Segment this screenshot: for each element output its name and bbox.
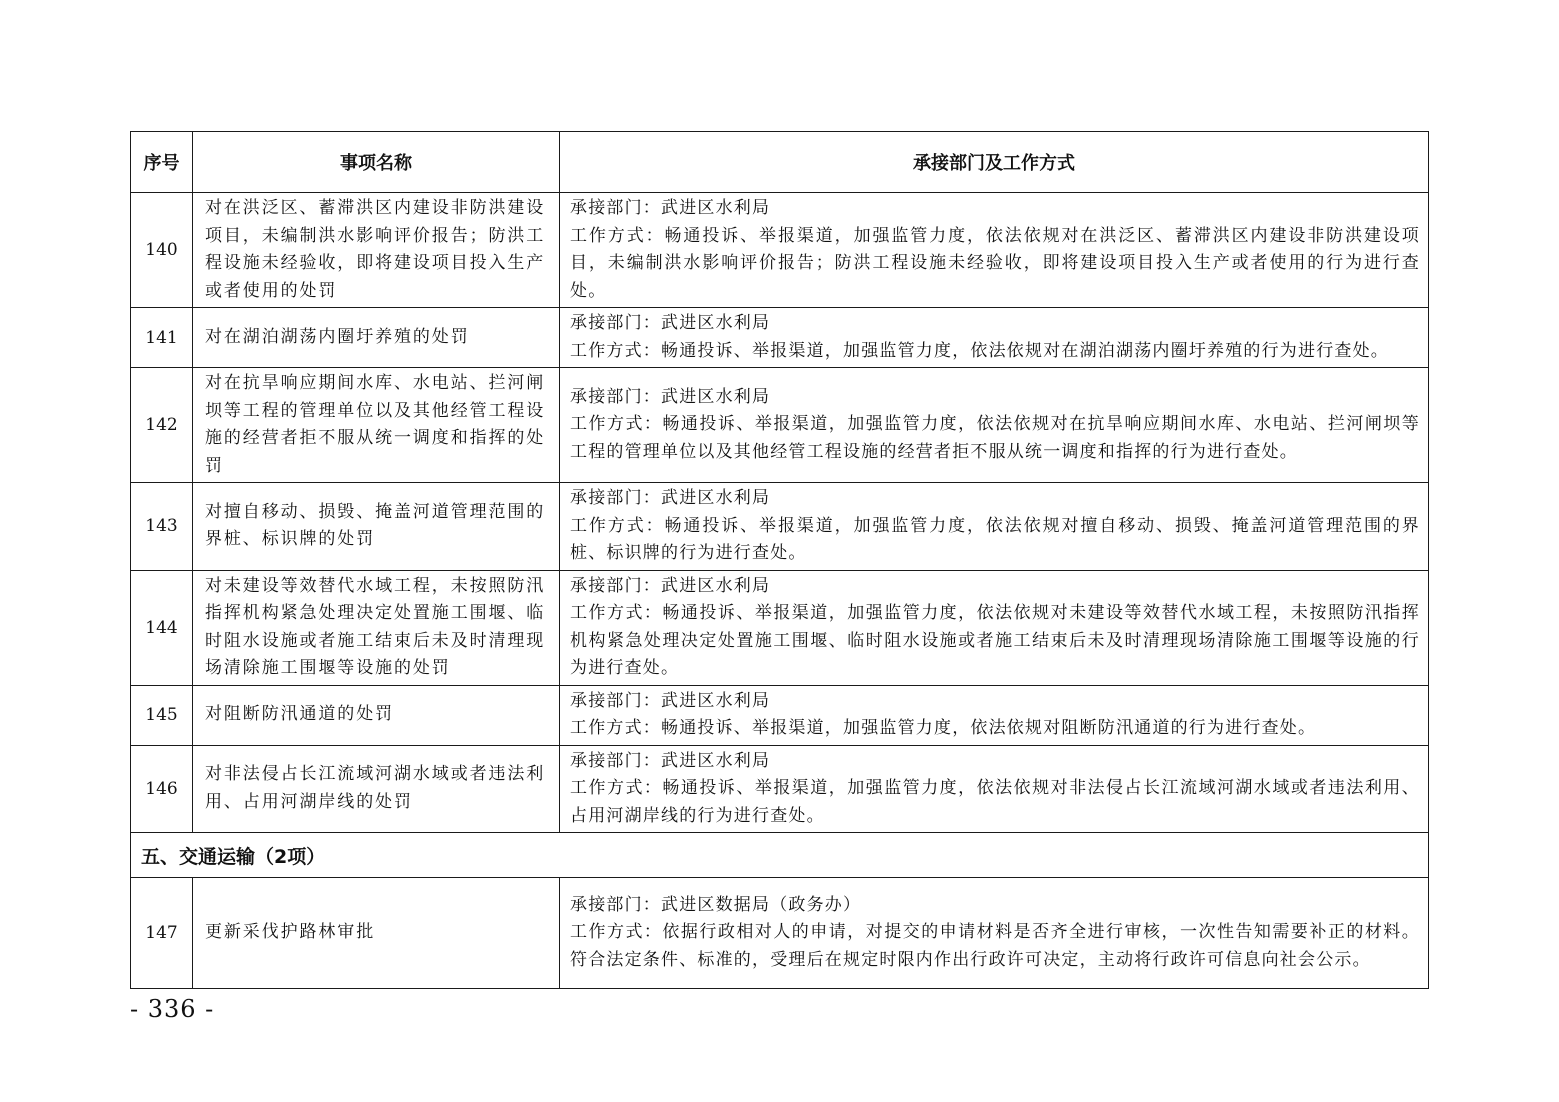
- header-item-name: 事项名称: [193, 132, 560, 193]
- row-number: 140: [131, 193, 193, 308]
- row-department-method: [560, 685, 1429, 745]
- table-row: [131, 685, 1429, 745]
- row-number: 147: [131, 878, 193, 989]
- row-number: 141: [131, 308, 193, 368]
- row-item-name: 对未建设等效替代水域工程，未按照防汛指挥机构紧急处理决定处置施工围堰、临时阻水设施或者施工结束后未及时清理现场清除施工围堰等设施的处罚: [193, 570, 560, 685]
- page-number: - 336 -: [130, 995, 215, 1023]
- table-row: [131, 878, 1429, 989]
- section-heading: 五、交通运输（2项）: [131, 833, 1429, 878]
- header-serial-number: 序号: [131, 132, 193, 193]
- row-number: 146: [131, 745, 193, 833]
- row-item-name: 对在洪泛区、蓄滞洪区内建设非防洪建设项目，未编制洪水影响评价报告；防洪工程设施未经验收，即将建设项目投入生产或者使用的处罚: [193, 193, 560, 308]
- row-work-method: 工作方式：依据行政相对人的申请，对提交的申请材料是否齐全进行审核，一次性告知需要补正的材料。符合法定条件、标准的，受理后在规定时限内作出行政许可决定，主动将行政许可信息向社会公示。: [570, 922, 1420, 970]
- table-row: [131, 745, 1429, 833]
- row-department-method: [560, 368, 1429, 483]
- row-item-name: 更新采伐护路林审批: [193, 878, 560, 989]
- row-department-method: [560, 193, 1429, 308]
- row-number: 142: [131, 368, 193, 483]
- row-department-method: [560, 878, 1429, 989]
- row-item-name: 对在抗旱响应期间水库、水电站、拦河闸坝等工程的管理单位以及其他经管工程设施的经营者拒不服从统一调度和指挥的处罚: [193, 368, 560, 483]
- row-work-method: 工作方式：畅通投诉、举报渠道，加强监管力度，依法依规对非法侵占长江流域河湖水域或者违法利用、占用河湖岸线的行为进行查处。: [570, 778, 1420, 826]
- row-department: 承接部门：武进区水利局: [570, 575, 771, 596]
- items-table: [130, 131, 1429, 989]
- row-number: 145: [131, 685, 193, 745]
- table-header-row: [131, 132, 1429, 193]
- row-work-method: 工作方式：畅通投诉、举报渠道，加强监管力度，依法依规对擅自移动、损毁、掩盖河道管理范围的界桩、标识牌的行为进行查处。: [570, 515, 1420, 563]
- row-number: 143: [131, 483, 193, 571]
- row-department-method: [560, 308, 1429, 368]
- row-work-method: 工作方式：畅通投诉、举报渠道，加强监管力度，依法依规对在湖泊湖荡内圈圩养殖的行为进行查处。: [570, 340, 1389, 361]
- row-work-method: 工作方式：畅通投诉、举报渠道，加强监管力度，依法依规对阻断防汛通道的行为进行查处。: [570, 718, 1317, 738]
- row-item-name: 对擅自移动、损毁、掩盖河道管理范围的界桩、标识牌的处罚: [193, 483, 560, 571]
- row-department-method: [560, 745, 1429, 833]
- row-department: 承接部门：武进区水利局: [570, 750, 771, 771]
- row-department-method: [560, 483, 1429, 571]
- row-department: 承接部门：武进区水利局: [570, 488, 771, 508]
- table-row: [131, 368, 1429, 483]
- row-department: 承接部门：武进区水利局: [570, 313, 771, 333]
- row-department-method: [560, 570, 1429, 685]
- row-item-name: 对阻断防汛通道的处罚: [193, 685, 560, 745]
- row-department: 承接部门：武进区数据局（政务办）: [570, 894, 862, 915]
- table-row: [131, 483, 1429, 571]
- table-row: [131, 193, 1429, 308]
- row-department: 承接部门：武进区水利局: [570, 386, 771, 407]
- row-work-method: 工作方式：畅通投诉、举报渠道，加强监管力度，依法依规对未建设等效替代水域工程，未按照防汛指挥机构紧急处理决定处置施工围堰、临时阻水设施或者施工结束后未及时清理现场清除施工围堰等设施的行为进行查处。: [570, 603, 1420, 678]
- row-number: 144: [131, 570, 193, 685]
- row-work-method: 工作方式：畅通投诉、举报渠道，加强监管力度，依法依规对在抗旱响应期间水库、水电站、拦河闸坝等工程的管理单位以及其他经管工程设施的经营者拒不服从统一调度和指挥的行为进行查处。: [570, 414, 1420, 462]
- section-row: [131, 833, 1429, 878]
- row-department: 承接部门：武进区水利局: [570, 198, 771, 218]
- row-department: 承接部门：武进区水利局: [570, 690, 771, 711]
- row-work-method: 工作方式：畅通投诉、举报渠道，加强监管力度，依法依规对在洪泛区、蓄滞洪区内建设非防洪建设项目，未编制洪水影响评价报告；防洪工程设施未经验收，即将建设项目投入生产或者使用的行为进行查处。: [570, 225, 1420, 301]
- header-department-method: 承接部门及工作方式: [560, 132, 1429, 193]
- row-item-name: 对非法侵占长江流域河湖水域或者违法利用、占用河湖岸线的处罚: [193, 745, 560, 833]
- table-row: [131, 570, 1429, 685]
- table-row: [131, 308, 1429, 368]
- row-item-name: 对在湖泊湖荡内圈圩养殖的处罚: [193, 308, 560, 368]
